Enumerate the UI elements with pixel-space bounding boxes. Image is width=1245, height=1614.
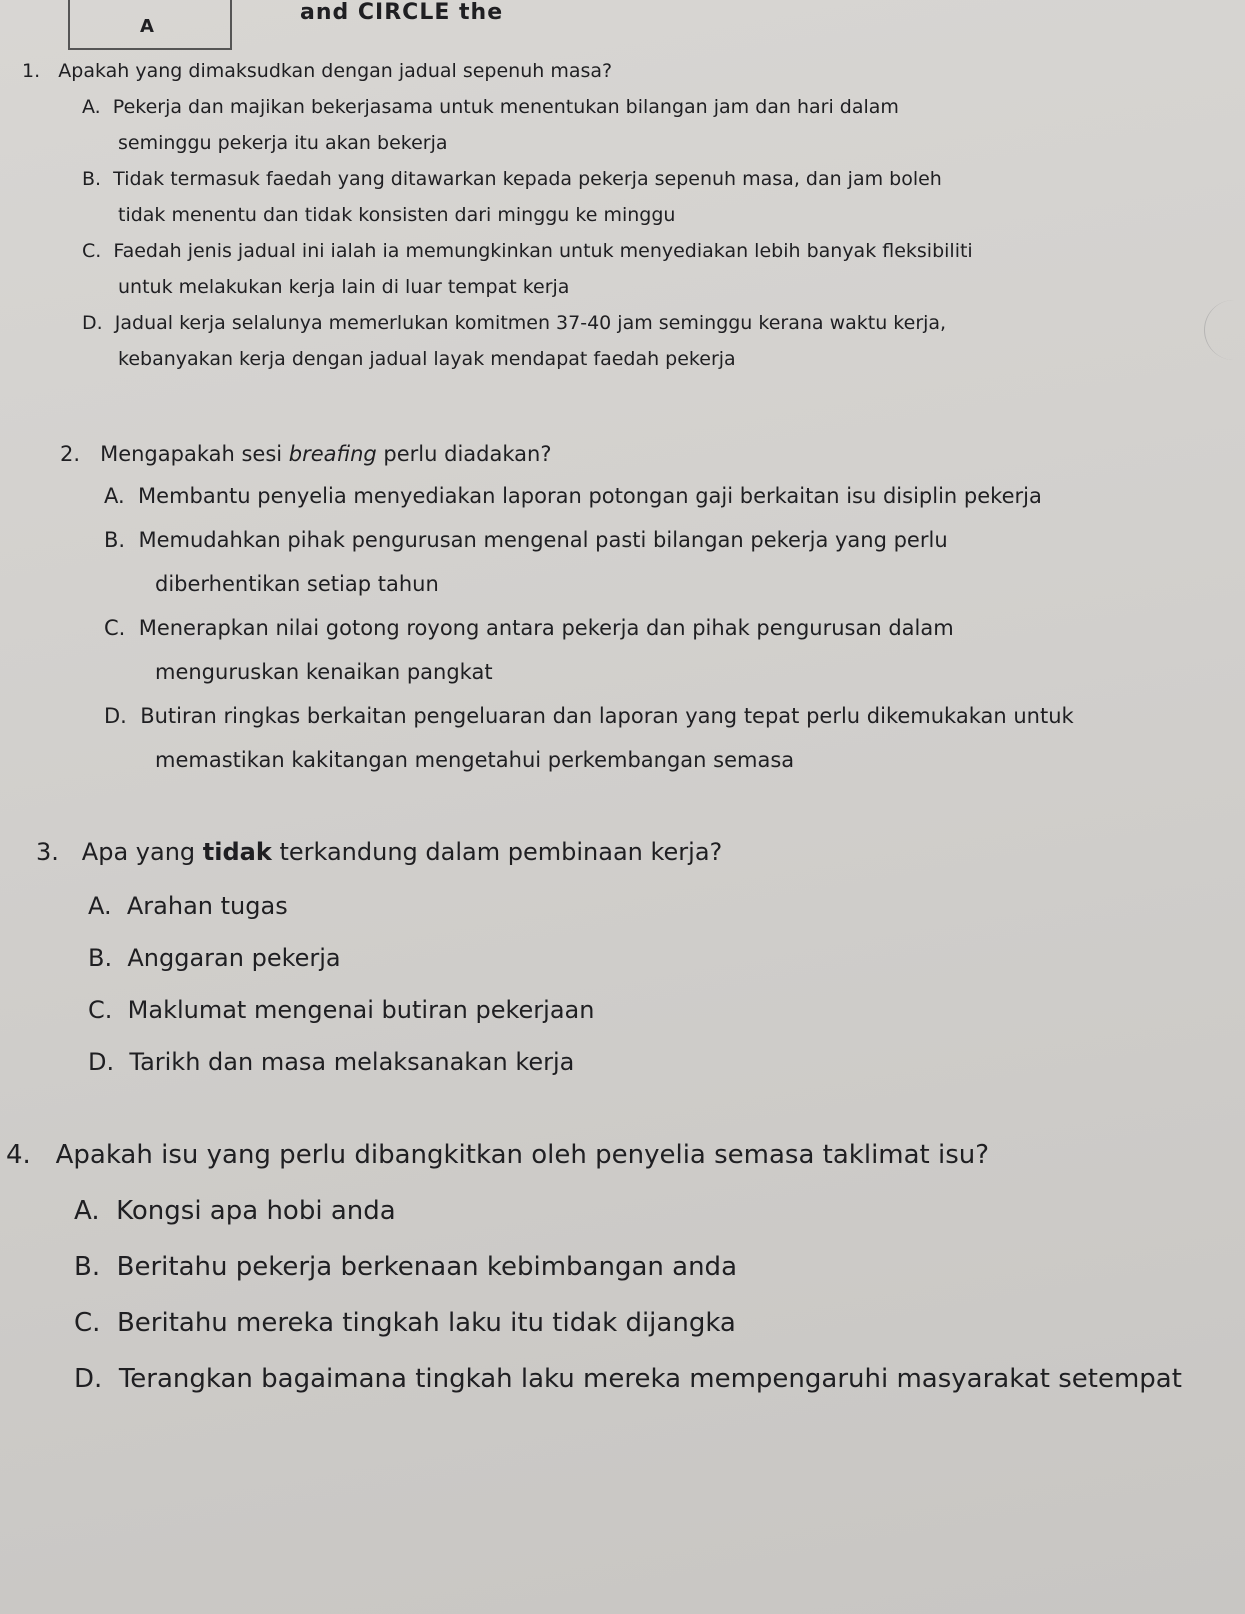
option-3c[interactable] [88,996,594,1024]
option-letter: D. [82,312,103,334]
option-text: Maklumat mengenai butiran pekerjaan [127,996,595,1024]
option-letter: A. [104,484,125,508]
option-text: Tidak termasuk faedah yang ditawarkan kepada pekerja sepenuh masa, dan jam boleh [113,168,942,190]
question-4-stem [6,1140,989,1170]
option-text: Faedah jenis jadual ini ialah ia memungkinkan untuk menyediakan lebih banyak fleksibiliti [113,240,973,262]
question-text: Apakah isu yang perlu dibangkitkan oleh penyelia semasa taklimat isu? [55,1140,990,1170]
question-1-stem [22,60,612,82]
option-text: Tarikh dan masa melaksanakan kerja [129,1048,575,1076]
option-letter: B. [82,168,102,190]
option-text: Menerapkan nilai gotong royong antara pekerja dan pihak pengurusan dalam [138,616,954,640]
option-3a[interactable] [88,892,288,920]
option-1d[interactable] [82,312,946,334]
option-2c-continued: menguruskan kenaikan pangkat [155,660,493,684]
question-number: 1. [22,60,41,82]
option-text: Terangkan bagaimana tingkah laku mereka mempengaruhi masyarakat setempat [118,1364,1182,1394]
option-letter: B. [74,1252,101,1282]
option-3d[interactable] [88,1048,574,1076]
option-1d-continued: kebanyakan kerja dengan jadual layak mendapat faedah pekerja [118,348,736,370]
option-letter: D. [88,1048,115,1076]
option-4c[interactable] [74,1308,736,1338]
page-edge-mark [1204,300,1245,360]
option-1a[interactable] [82,96,899,118]
option-text: Memudahkan pihak pengurusan mengenal pasti bilangan pekerja yang perlu [138,528,948,552]
option-2b[interactable] [104,528,948,552]
answer-box-label: A [140,16,154,37]
option-2b-continued: diberhentikan setiap tahun [155,572,439,596]
option-text: Beritahu mereka tingkah laku itu tidak dijangka [116,1308,736,1338]
option-letter: B. [88,944,113,972]
question-number: 3. [36,838,59,866]
option-4a[interactable] [74,1196,396,1226]
question-3-stem: 3. Apa yang tidak terkandung dalam pembinaan kerja? [36,838,723,866]
option-letter: C. [104,616,126,640]
option-2d-continued: memastikan kakitangan mengetahui perkembangan semasa [155,748,795,772]
option-letter: A. [82,96,101,118]
italic-term: breafing [288,442,377,466]
option-letter: A. [88,892,112,920]
question-text: Apakah yang dimaksudkan dengan jadual sepenuh masa? [58,60,613,82]
option-1b[interactable] [82,168,942,190]
option-4b[interactable] [74,1252,737,1282]
option-letter: D. [104,704,127,728]
option-1a-continued: seminggu pekerja itu akan bekerja [118,132,448,154]
option-4d[interactable] [74,1364,1182,1394]
option-text: Pekerja dan majikan bekerjasama untuk menentukan bilangan jam dan hari dalam [112,96,899,118]
option-3b[interactable] [88,944,341,972]
header-instruction: and CIRCLE the [300,0,504,25]
option-letter: C. [74,1308,101,1338]
option-1c[interactable] [82,240,973,262]
option-2a[interactable] [104,484,1042,508]
option-text: Membantu penyelia menyediakan laporan potongan gaji berkaitan isu disiplin pekerja [138,484,1042,508]
option-1c-continued: untuk melakukan kerja lain di luar tempat kerja [118,276,570,298]
option-2c[interactable] [104,616,954,640]
option-text: Jadual kerja selalunya memerlukan komitmen 37-40 jam seminggu kerana waktu kerja, [114,312,947,334]
emphasis-word: tidak [202,838,272,866]
option-1b-continued: tidak menentu dan tidak konsisten dari minggu ke minggu [118,204,676,226]
option-text: Arahan tugas [126,892,288,920]
option-text: Kongsi apa hobi anda [116,1196,396,1226]
option-letter: D. [74,1364,103,1394]
option-letter: C. [88,996,113,1024]
option-text: Butiran ringkas berkaitan pengeluaran dan laporan yang tepat perlu dikemukakan untuk [140,704,1074,728]
question-number: 2. [60,442,81,466]
option-letter: C. [82,240,102,262]
option-letter: A. [74,1196,100,1226]
option-text: Anggaran pekerja [127,944,341,972]
question-number: 4. [6,1140,31,1170]
option-2d[interactable] [104,704,1074,728]
option-letter: B. [104,528,126,552]
question-2-stem: 2. Mengapakah sesi breafing perlu diadakan? [60,442,552,466]
option-text: Beritahu pekerja berkenaan kebimbangan anda [116,1252,737,1282]
